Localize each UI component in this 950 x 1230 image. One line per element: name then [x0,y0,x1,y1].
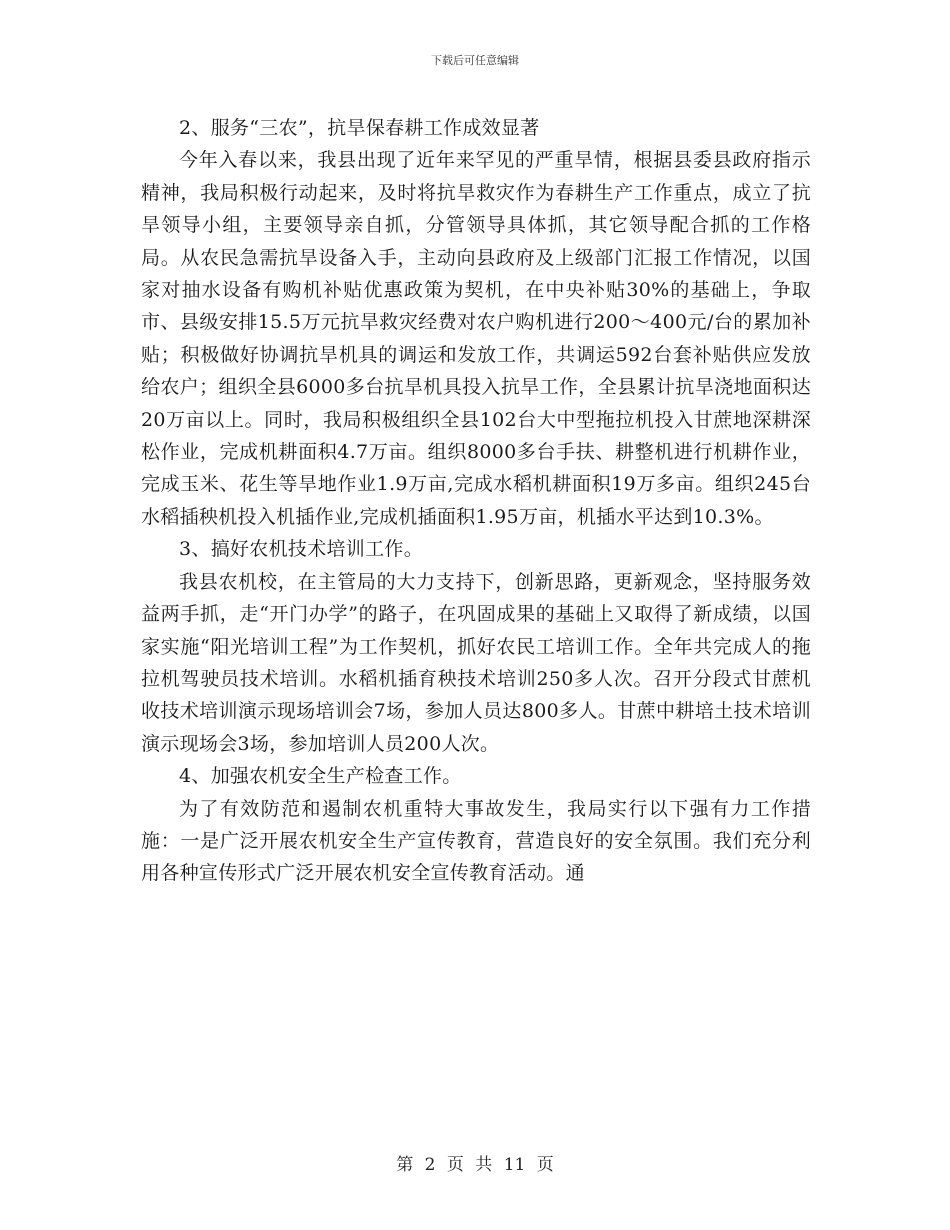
section-paragraph: 今年入春以来，我县出现了近年来罕见的严重旱情，根据县委县政府指示精神，我局积极行动起来，及时将抗旱救灾作为春耕生产工作重点，成立了抗旱领导小组，主要领导亲自抓，分管领导具体抓，其它领导配合抓的工作格局。从农民急需抗旱设备入手，主动向县政府及上级部门汇报工作情况，以国家对抽水设备有购机补贴优惠政策为契机，在中央补贴30%的基础上，争取市、县级安排15.5万元抗旱救灾经费对农户购机进行200～400元/台的累加补贴；积极做好协调抗旱机具的调运和发放工作，共调运592台套补贴供应发放给农户；组织全县6000多台抗旱机具投入抗旱工作，全县累计抗旱浇地面积达20万亩以上。同时，我局积极组织全县102台大中型拖拉机投入甘蔗地深耕深松作业，完成机耕面积4.7万亩。组织8000多台手扶、耕整机进行机耕作业，完成玉米、花生等旱地作业1.9万亩,完成水稻机耕面积19万多亩。组织245台水稻插秧机投入机插作业,完成机插面积1.95万亩，机插水平达到10.3%。 [141,149,811,528]
section-heading: 2、服务“三农”，抗旱保春耕工作成效显著 [179,117,540,139]
page-header: 下载后可任意编辑 [431,54,519,67]
section-heading: 4、加强农机安全生产检查工作。 [179,765,462,788]
document-body [141,112,811,890]
section-heading: 3、搞好农机技术培训工作。 [179,538,423,561]
page-footer: 第 2 页 共 11 页 [396,1155,554,1175]
section-paragraph: 我县农机校，在主管局的大力支持下，创新思路，更新观念，坚持服务效益两手抓，走“开门办学”的路子，在巩固成果的基础上又取得了新成绩，以国家实施“阳光培训工程”为工作契机，抓好农民工培训工作。全年共完成人的拖拉机驾驶员技术培训。水稻机插育秧技术培训250多人次。召开分段式甘蔗机收技术培训演示现场培训会7场，参加人员达800多人。甘蔗中耕培土技术培训演示现场会3场，参加培训人员200人次。 [141,570,811,755]
section-paragraph: 为了有效防范和遏制农机重特大事故发生，我局实行以下强有力工作措施：一是广泛开展农机安全生产宣传教育，营造良好的安全氛围。我们充分利用各种宣传形式广泛开展农机安全宣传教育活动。通 [141,797,811,885]
